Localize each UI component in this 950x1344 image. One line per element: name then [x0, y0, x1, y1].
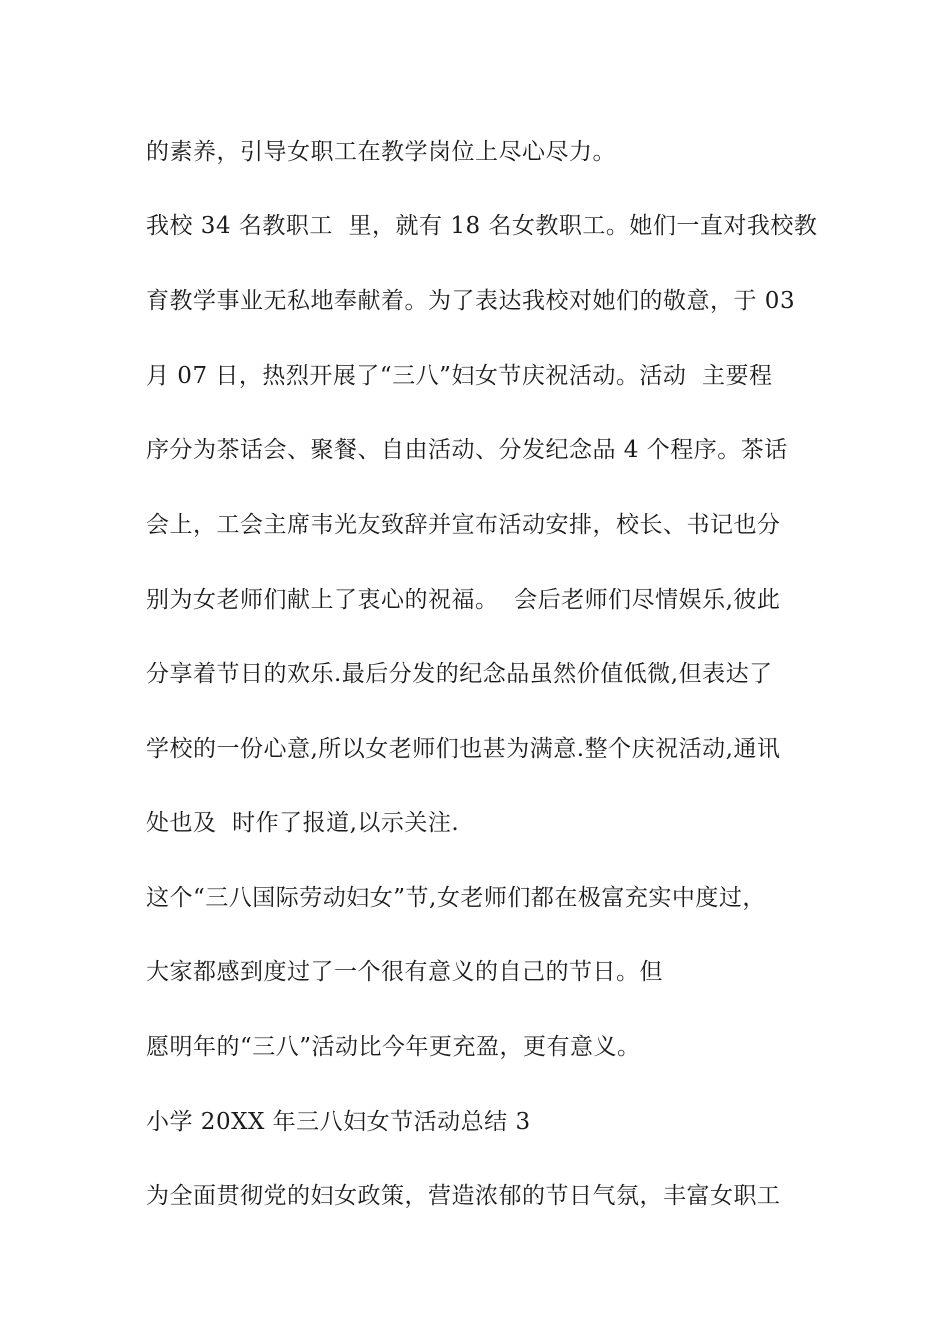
text-line: 的素养，引导女职工在教学岗位上尽心尽力。 [146, 139, 616, 165]
text-line: 大家都感到度过了一个很有意义的自己的节日。但 [146, 959, 663, 985]
text-line: 会上，工会主席韦光友致辞并宣布活动安排，校长、书记也分 [146, 512, 781, 538]
text-line: 序分为茶话会、聚餐、自由活动、分发纪念品 4 个程序。茶话 [146, 437, 788, 463]
text-line: 为全面贯彻党的妇女政策，营造浓郁的节日气氛，丰富女职工 [146, 1183, 781, 1209]
text-line: 愿明年的“三八”活动比今年更充盈，更有意义。 [146, 1034, 641, 1060]
text-line: 我校 34 名教职工 里，就有 18 名女教职工。她们一直对我校教 [146, 213, 818, 239]
text-line: 分享着节日的欢乐.最后分发的纪念品虽然价值低微,但表达了 [146, 661, 773, 687]
text-line: 月 07 日，热烈开展了“三八”妇女节庆祝活动。活动 主要程 [146, 363, 773, 389]
text-line: 这个“三八国际劳动妇女”节,女老师们都在极富充实中度过， [146, 885, 766, 911]
text-line: 别为女老师们献上了衷心的祝福。 会后老师们尽情娱乐,彼此 [146, 587, 781, 613]
text-line: 处也及 时作了报道,以示关注. [146, 810, 460, 836]
text-line: 育教学事业无私地奉献着。为了表达我校对她们的敬意，于 03 [146, 288, 796, 314]
section-heading: 小学 20XX 年三八妇女节活动总结 3 [146, 1109, 531, 1135]
text-line: 学校的一份心意,所以女老师们也甚为满意.整个庆祝活动,通讯 [146, 736, 781, 762]
